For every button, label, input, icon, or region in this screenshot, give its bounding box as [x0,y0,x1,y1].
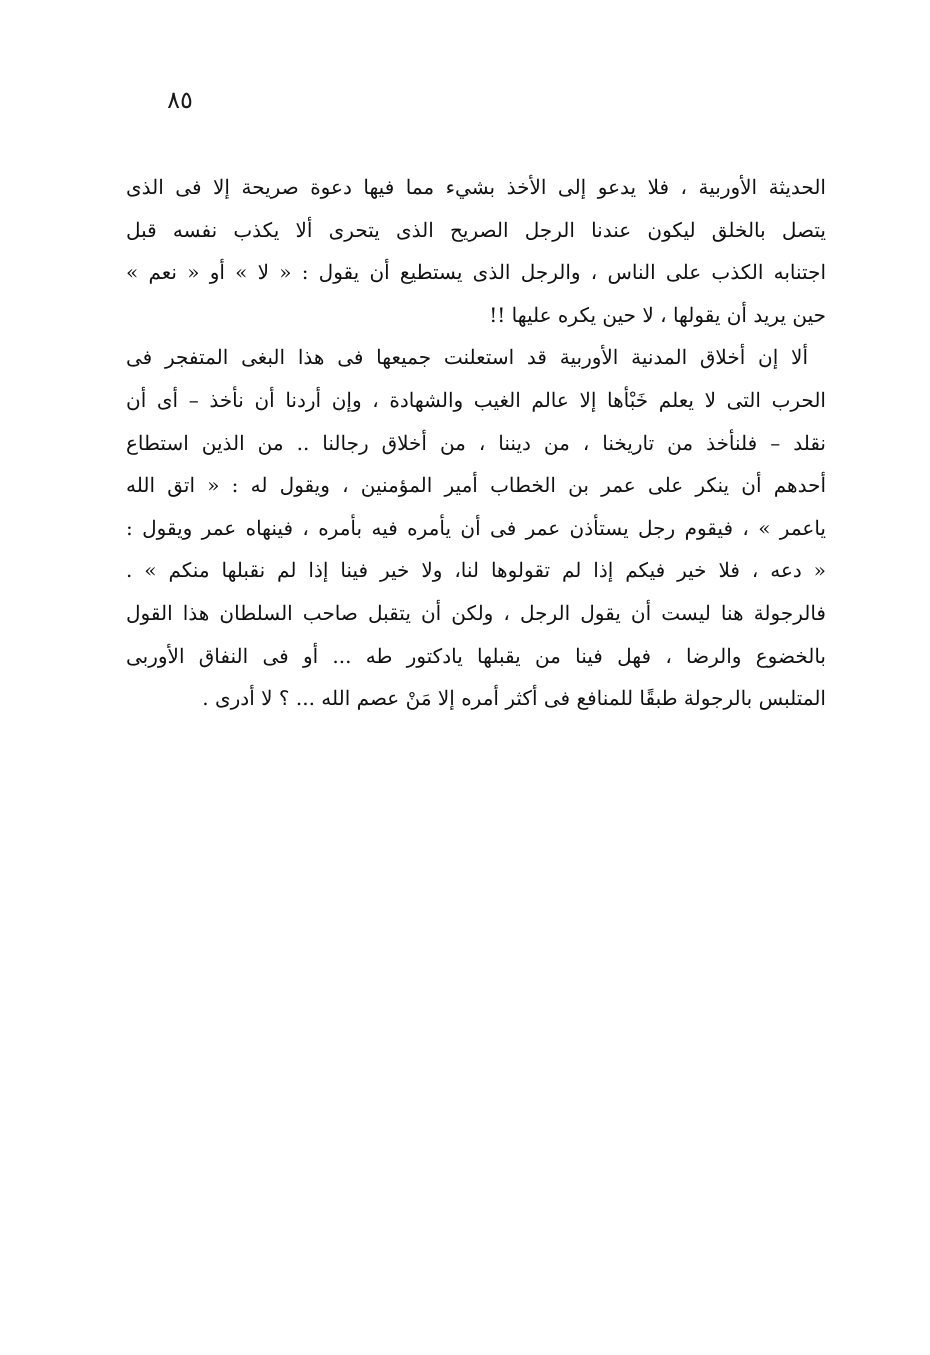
text-line: اجتنابه الكذب على الناس ، والرجل الذى يستطيع أن يقول : « لا » أو « نعم » [126,260,826,285]
text-line: الحرب التى لا يعلم خَبْأها إلا عالم الغيب والشهادة ، وإن أردنا أن نأخذ – أى أن [126,387,826,412]
text-line: بالخضوع والرضا ، فهل فينا من يقبلها يادكتور طه ... أو فى النفاق الأوربى [126,643,826,668]
text-line: الحديثة الأوربية ، فلا يدعو إلى الأخذ بشيء مما فيها دعوة صريحة إلا فى الذى [126,175,826,199]
text-line: المتلبس بالرجولة طبقًا للمنافع فى أكثر أمره إلا مَنْ عصم الله ... ؟ لا أدرى . [202,686,826,711]
page-number: ٨٥ [167,86,193,114]
text-line: يتصل بالخلق ليكون عندنا الرجل الصريح الذى يتحرى ألا يكذب نفسه قبل [126,217,826,242]
text-line: أحدهم أن ينكر على عمر بن الخطاب أمير المؤمنين ، ويقول له : « اتق الله [126,473,826,498]
text-line: فالرجولة هنا ليست أن يقول الرجل ، ولكن أن يتقبل صاحب السلطان هذا القول [126,600,826,625]
text-line: حين يريد أن يقولها ، لا حين يكره عليها !! [489,302,826,327]
text-line: ياعمر » ، فيقوم رجل يستأذن عمر فى أن يأمره فيه بأمره ، فينهاه عمر ويقول : [126,515,826,540]
body-text [126,166,826,720]
text-line: ألا إن أخلاق المدنية الأوربية قد استعلنت جميعها فى هذا البغى المتفجر فى [126,345,808,370]
text-line: نقلد – فلنأخذ من تاريخنا ، من ديننا ، من أخلاق رجالنا .. من الذين استطاع [126,430,826,455]
text-line: « دعه ، فلا خير فيكم إذا لم تقولوها لنا، ولا خير فينا إذا لم نقبلها منكم » . [126,558,826,583]
